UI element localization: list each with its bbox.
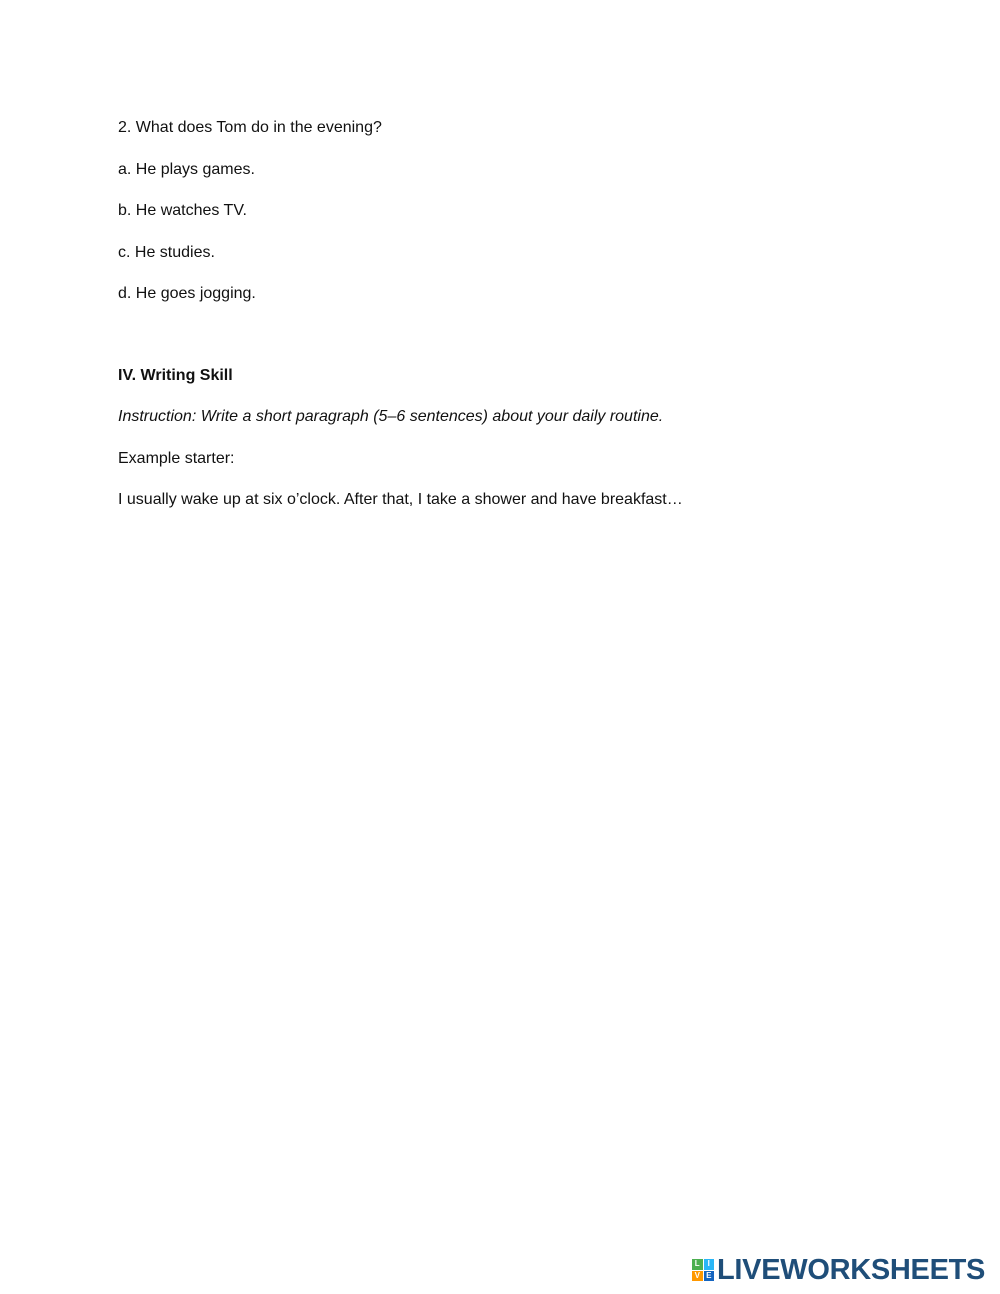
- option-d: d. He goes jogging.: [118, 285, 256, 302]
- option-c: c. He studies.: [118, 243, 215, 261]
- logo-block-i: I: [704, 1259, 715, 1270]
- question-prompt: 2. What does Tom do in the evening?: [118, 119, 382, 136]
- option-b: b. He watches TV.: [118, 202, 247, 219]
- liveworksheets-logo: [692, 1255, 985, 1285]
- example-label: Example starter:: [118, 449, 235, 467]
- logo-blocks-icon: [692, 1259, 714, 1281]
- section-heading: IV. Writing Skill: [118, 366, 233, 384]
- logo-block-e: E: [704, 1271, 715, 1282]
- option-a: a. He plays games.: [118, 160, 255, 178]
- logo-text: LIVEWORKSHEETS: [717, 1254, 986, 1286]
- writing-instruction: Instruction: Write a short paragraph (5–6 sentences) about your daily routine.: [118, 408, 664, 425]
- section-gap: [118, 326, 898, 366]
- logo-block-l: L: [692, 1259, 703, 1270]
- logo-block-v: V: [692, 1271, 703, 1282]
- example-text: I usually wake up at six o’clock. After that, I take a shower and have breakfast…: [118, 491, 683, 508]
- worksheet-content: [118, 118, 898, 532]
